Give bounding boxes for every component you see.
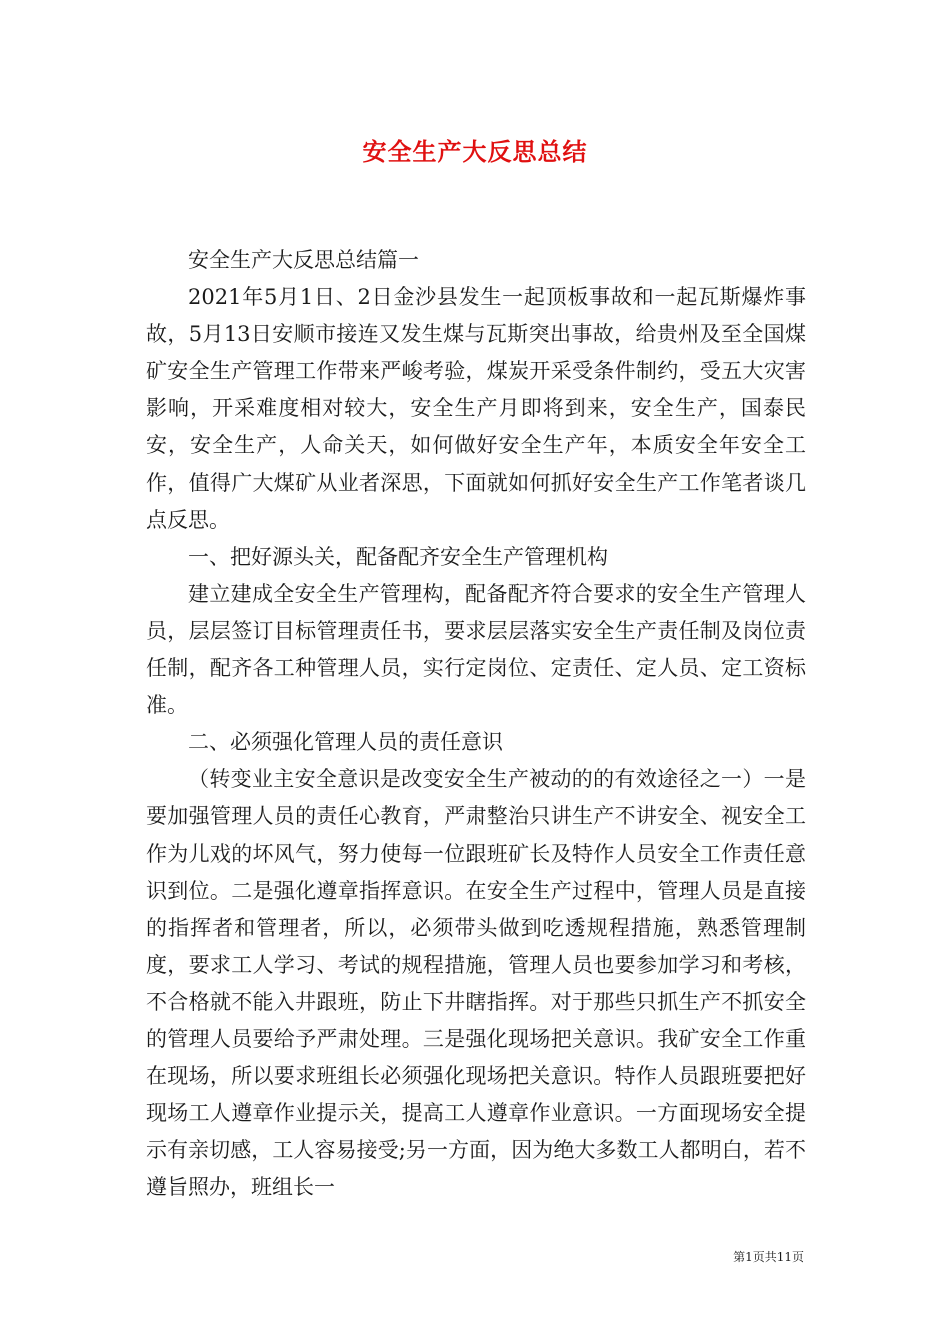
page-number: 第1页共11页 — [733, 1250, 804, 1264]
paragraph-two: （转变业主安全意识是改变安全生产被动的的有效途径之一）一是要加强管理人员的责任心教育，严肃整治只讲生产不讲安全、视安全工作为儿戏的坏风气，努力使每一位跟班矿长及特作人员安全工作责任意识到位。二是强化遵章指挥意识。在安全生产过程中，管理人员是直接的指挥者和管理者，所以，必须带头做到吃透规程措施，熟悉管理制度，要求工人学习、考试的规程措施，管理人员也要参加学习和考核，不合格就不能入井跟班，防止下井瞎指挥。对于那些只抓生产不抓安全的管理人员要给予严肃处理。三是强化现场把关意识。我矿安全工作重在现场，所以要求班组长必须强化现场把关意识。特作人员跟班要把好现场工人遵章作业提示关，提高工人遵章作业意识。一方面现场安全提示有亲切感，工人容易接受;另一方面，因为绝大多数工人都明白，若不遵旨照办，班组长一 — [146, 767, 806, 1200]
section-heading-part-one: 安全生产大反思总结篇一 — [188, 248, 419, 272]
document-body — [146, 242, 806, 1206]
section-heading-two: 二、必须强化管理人员的责任意识 — [188, 730, 503, 755]
section-heading-one: 一、把好源头关，配备配齐安全生产管理机构 — [188, 544, 608, 569]
paragraph-intro: 2021年5月1日、2日金沙县发生一起顶板事故和一起瓦斯爆炸事故，5月13日安顺市接连又发生煤与瓦斯突出事故，给贵州及至全国煤矿安全生产管理工作带来严峻考验，煤炭开采受条件制约，受五大灾害影响，开采难度相对较大，安全生产月即将到来，安全生产，国泰民安，安全生产，人命关天，如何做好安全生产年，本质安全年安全工作，值得广大煤矿从业者深思，下面就如何抓好安全生产工作笔者谈几点反思。 — [146, 285, 806, 532]
paragraph-one: 建立建成全安全生产管理构，配备配齐符合要求的安全生产管理人员，层层签订目标管理责任书，要求层层落实安全生产责任制及岗位责任制，配齐各工种管理人员，实行定岗位、定责任、定人员、定工资标准。 — [146, 581, 806, 718]
document-title: 安全生产大反思总结 — [362, 137, 588, 166]
